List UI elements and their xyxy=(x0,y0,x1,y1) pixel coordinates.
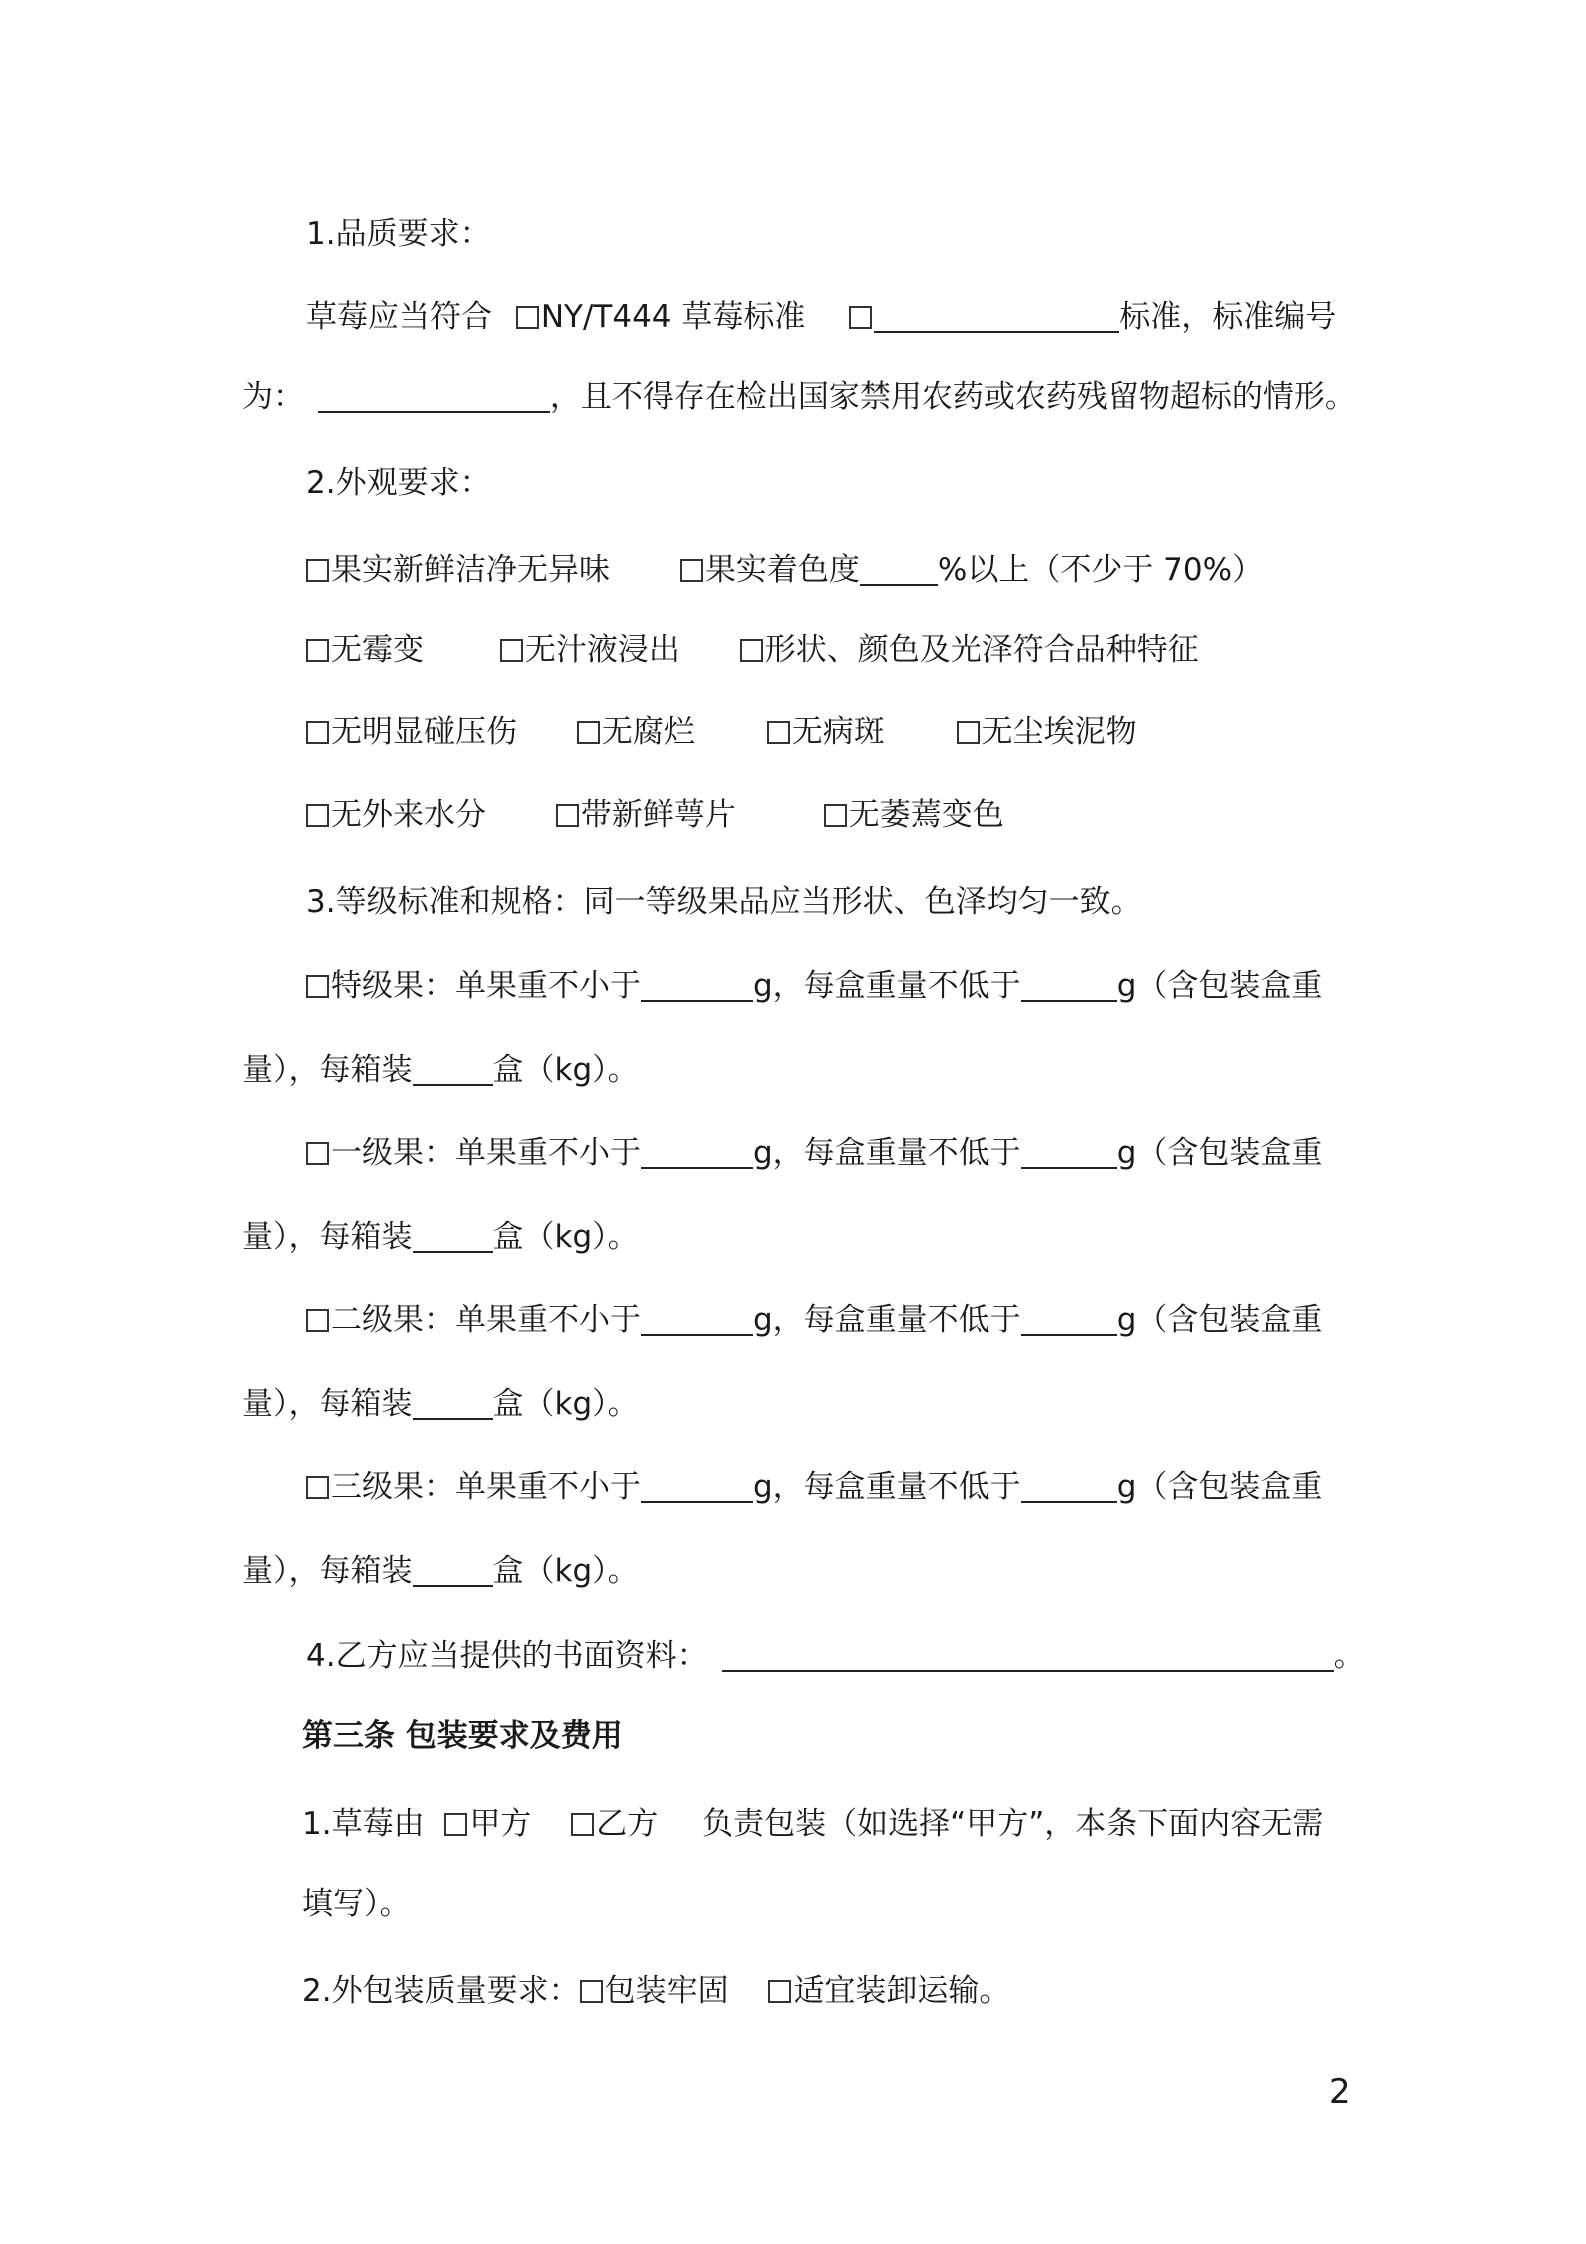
single-weight-blank[interactable] xyxy=(641,1469,753,1503)
cont-suffix: 盒（kg）。 xyxy=(492,1553,639,1589)
checkbox-mold[interactable] xyxy=(306,639,329,662)
appearance-line-2 xyxy=(306,630,1199,670)
cont-suffix: 盒（kg）。 xyxy=(492,1219,639,1255)
grade-row xyxy=(306,1300,1322,1340)
single-weight-blank[interactable] xyxy=(641,1135,753,1169)
checkbox-party-b[interactable] xyxy=(571,1813,594,1836)
other-standard-blank[interactable] xyxy=(874,299,1119,333)
appearance-line-3 xyxy=(306,712,1137,752)
checkbox-fresh[interactable] xyxy=(306,559,329,582)
single-weight-blank[interactable] xyxy=(641,968,753,1002)
single-weight-prefix: ：单果重不小于 xyxy=(424,968,641,1004)
single-weight-prefix: ：单果重不小于 xyxy=(424,1302,641,1338)
option-nyt444-label: NY/T444 草莓标准 xyxy=(540,299,806,335)
juice-label: 无汁液浸出 xyxy=(524,632,680,668)
quality-heading: 1.品质要求： xyxy=(306,216,491,252)
checkbox-water[interactable] xyxy=(306,804,329,827)
boxes-per-case-blank[interactable] xyxy=(413,1553,493,1587)
rot-label: 无腐烂 xyxy=(601,714,695,750)
packing-line-1 xyxy=(302,1804,1323,1844)
cont-prefix: 量），每箱装 xyxy=(242,1052,413,1088)
checkbox-dust[interactable] xyxy=(957,721,980,744)
wilt-label: 无萎蔫变色 xyxy=(848,797,1004,833)
checkbox-spot[interactable] xyxy=(767,721,790,744)
box-weight-blank[interactable] xyxy=(1021,1469,1117,1503)
standard-suffix: 标准，标准编号 xyxy=(1119,299,1337,335)
bruise-label: 无明显碰压伤 xyxy=(331,714,517,750)
gram-unit: g（含包装盒重 xyxy=(1116,1135,1323,1171)
water-label: 无外来水分 xyxy=(331,797,486,833)
packing-quality-label: 2.外包装质量要求： xyxy=(302,1973,580,2009)
box-weight-mid: g，每盒重量不低于 xyxy=(753,1302,1021,1338)
checkbox-grade-second[interactable] xyxy=(306,1309,329,1332)
boxes-per-case-blank[interactable] xyxy=(413,1386,493,1420)
checkbox-grade-special[interactable] xyxy=(306,975,329,998)
docs-line xyxy=(306,1636,1365,1676)
cont-suffix: 盒（kg）。 xyxy=(492,1052,639,1088)
checkbox-other-standard[interactable] xyxy=(849,306,872,329)
checkbox-grade-third[interactable] xyxy=(306,1476,329,1499)
boxes-per-case-blank[interactable] xyxy=(413,1052,493,1086)
single-weight-blank[interactable] xyxy=(641,1302,753,1336)
calyx-label: 带新鲜萼片 xyxy=(580,797,736,833)
grade-row xyxy=(306,1467,1322,1507)
gram-unit: g（含包装盒重 xyxy=(1116,968,1323,1004)
quality-lead: 草莓应当符合 xyxy=(306,299,492,335)
quality-standard-line xyxy=(306,297,1336,337)
grade-row-cont xyxy=(242,1551,639,1591)
checkbox-bruise[interactable] xyxy=(306,721,329,744)
single-weight-prefix: ：单果重不小于 xyxy=(424,1135,641,1171)
page-number: 2 xyxy=(1329,2072,1351,2112)
number-prefix: 为： xyxy=(242,379,304,415)
packing-prefix: 1.草莓由 xyxy=(302,1806,425,1842)
quality-tail: ，且不得存在检出国家禁用农药或农药残留物超标的情形。 xyxy=(549,379,1356,415)
standard-number-blank[interactable] xyxy=(318,379,550,413)
grade-row xyxy=(306,1133,1322,1173)
packing-suffix: 负责包装（如选择“甲方”，本条下面内容无需 xyxy=(702,1806,1324,1842)
color-percent-blank[interactable] xyxy=(860,552,938,586)
checkbox-transport[interactable] xyxy=(768,1980,791,2003)
spot-label: 无病斑 xyxy=(791,714,885,750)
cont-prefix: 量），每箱装 xyxy=(242,1219,413,1255)
checkbox-wilt[interactable] xyxy=(824,804,847,827)
checkbox-nyt444[interactable] xyxy=(516,306,539,329)
party-b-label: 乙方 xyxy=(596,1806,659,1842)
grade-name: 二级果 xyxy=(331,1302,424,1338)
box-weight-blank[interactable] xyxy=(1021,1302,1117,1336)
grade-row-cont xyxy=(242,1384,639,1424)
box-weight-mid: g，每盒重量不低于 xyxy=(753,1135,1021,1171)
docs-end: 。 xyxy=(1333,1638,1365,1674)
dust-label: 无尘埃泥物 xyxy=(981,714,1137,750)
cont-suffix: 盒（kg）。 xyxy=(492,1386,639,1422)
box-weight-blank[interactable] xyxy=(1021,968,1117,1002)
checkbox-party-a[interactable] xyxy=(444,1813,467,1836)
box-weight-mid: g，每盒重量不低于 xyxy=(753,968,1021,1004)
color-suffix: %以上（不少于 70%） xyxy=(937,552,1264,588)
box-weight-mid: g，每盒重量不低于 xyxy=(753,1469,1021,1505)
docs-blank[interactable] xyxy=(722,1638,1334,1672)
appearance-heading: 2.外观要求： xyxy=(306,465,491,501)
grade-row xyxy=(306,966,1322,1006)
grade-name: 特级果 xyxy=(331,968,424,1004)
article-3-title: 第三条 包装要求及费用 xyxy=(302,1718,623,1754)
box-weight-blank[interactable] xyxy=(1021,1135,1117,1169)
checkbox-shape[interactable] xyxy=(740,639,763,662)
grade-name: 一级果 xyxy=(331,1135,424,1171)
firm-label: 包装牢固 xyxy=(604,1973,729,2009)
grade-row-cont xyxy=(242,1050,639,1090)
checkbox-firm[interactable] xyxy=(580,1980,603,2003)
grade-name: 三级果 xyxy=(331,1469,424,1505)
party-a-label: 甲方 xyxy=(469,1806,532,1842)
boxes-per-case-blank[interactable] xyxy=(413,1219,493,1253)
mold-label: 无霉变 xyxy=(331,632,424,668)
appearance-line-1 xyxy=(306,550,1263,590)
color-prefix: 果实着色度 xyxy=(704,552,860,588)
quality-number-line xyxy=(242,377,1356,417)
cont-prefix: 量），每箱装 xyxy=(242,1386,413,1422)
checkbox-grade-first[interactable] xyxy=(306,1142,329,1165)
appearance-line-4 xyxy=(306,795,1004,835)
transport-label: 适宜装卸运输。 xyxy=(793,1973,1011,2009)
single-weight-prefix: ：单果重不小于 xyxy=(424,1469,641,1505)
packing-quality-line xyxy=(302,1971,1010,2011)
fresh-label: 果实新鲜洁净无异味 xyxy=(331,552,610,588)
grade-heading: 3.等级标准和规格：同一等级果品应当形状、色泽均匀一致。 xyxy=(306,884,1142,920)
packing-line-2: 填写）。 xyxy=(302,1886,411,1922)
docs-label: 4.乙方应当提供的书面资料： xyxy=(306,1638,708,1674)
checkbox-color[interactable] xyxy=(680,559,703,582)
cont-prefix: 量），每箱装 xyxy=(242,1553,413,1589)
checkbox-calyx[interactable] xyxy=(556,804,579,827)
checkbox-rot[interactable] xyxy=(577,721,600,744)
grade-row-cont xyxy=(242,1217,639,1257)
gram-unit: g（含包装盒重 xyxy=(1116,1302,1323,1338)
gram-unit: g（含包装盒重 xyxy=(1116,1469,1323,1505)
shape-label: 形状、颜色及光泽符合品种特征 xyxy=(764,632,1199,668)
checkbox-juice[interactable] xyxy=(500,639,523,662)
